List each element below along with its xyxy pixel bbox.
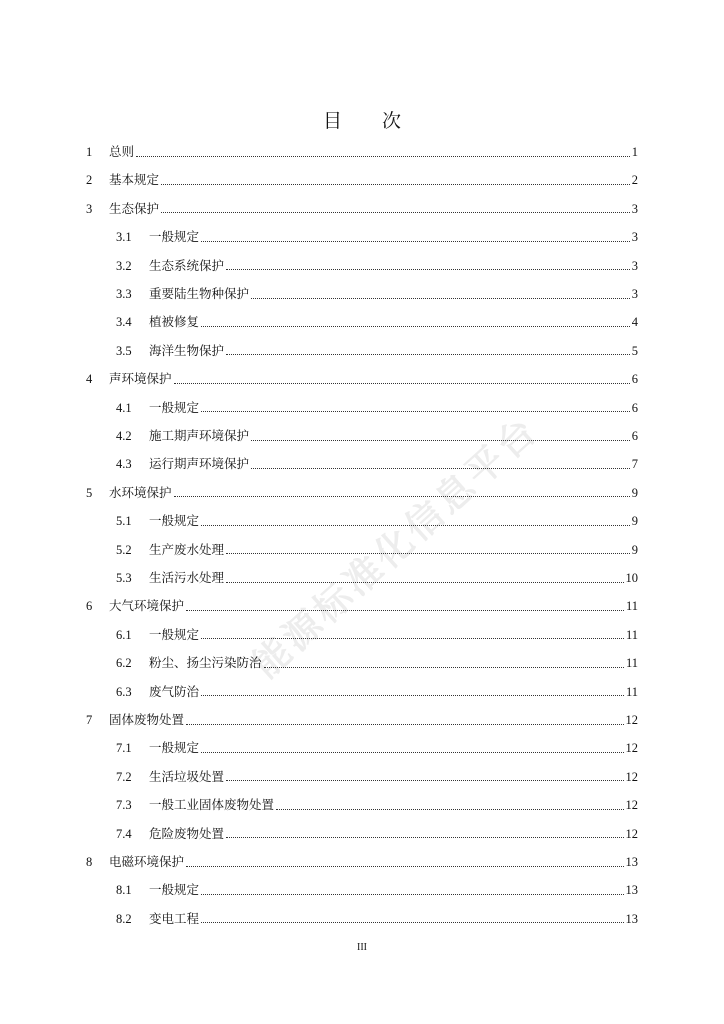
toc-entry-number: 5.3: [116, 571, 132, 585]
watermark-text: 能源标准化信息平台: [244, 407, 548, 687]
toc-entry-number: 6.3: [116, 684, 132, 699]
toc-leader-dots: [201, 695, 624, 696]
toc-entry[interactable]: [116, 308, 638, 336]
toc-entry-label: 生态系统保护: [149, 257, 225, 273]
toc-entry-page: 4: [631, 315, 638, 330]
toc-entry-label: 海洋生物保护: [149, 342, 225, 358]
toc-entry[interactable]: [116, 564, 638, 592]
toc-entry-number: 6.1: [116, 627, 132, 642]
toc-leader-dots: [136, 156, 630, 157]
toc-entry-page: 9: [631, 485, 638, 500]
toc-entry-label: 电磁环境保护: [109, 854, 185, 869]
toc-entry[interactable]: [116, 905, 638, 933]
toc-entry-number: 8.1: [116, 883, 132, 898]
toc-entry[interactable]: [86, 848, 638, 876]
toc-entry[interactable]: [86, 592, 638, 620]
toc-entry[interactable]: [116, 763, 638, 791]
toc-leader-dots: [251, 468, 630, 469]
toc-entry-page: 13: [625, 883, 638, 898]
toc-entry-label: 一般规定: [149, 513, 200, 529]
toc-entry-label: 运行期声环境保护: [149, 456, 250, 472]
toc-entry-page: 12: [625, 713, 638, 727]
toc-entry-label: 总则: [109, 144, 135, 159]
toc-entry[interactable]: [116, 678, 638, 706]
toc-entry[interactable]: [116, 536, 638, 564]
toc-entry-page: 13: [625, 911, 638, 926]
toc-entry-number: 8.2: [116, 911, 132, 926]
toc-entry-label: 大气环境保护: [109, 598, 185, 614]
toc-entry[interactable]: [116, 394, 638, 422]
toc-entry-label: 粉尘、扬尘污染防治: [149, 655, 262, 671]
toc-entry[interactable]: [116, 507, 638, 535]
toc-leader-dots: [161, 212, 630, 213]
toc-entry-label: 危险废物处置: [149, 825, 225, 841]
toc-entry-number: 3.1: [116, 230, 132, 245]
toc-leader-dots: [201, 922, 623, 923]
toc-entry-number: 7.2: [116, 769, 132, 784]
toc-entry-number: 5.2: [116, 542, 132, 557]
toc-entry-label: 声环境保护: [109, 371, 172, 387]
toc-entry-number: 3: [86, 201, 93, 216]
toc-entry-label: 一般工业固体废物处置: [149, 797, 275, 813]
toc-entry-number: 4: [86, 372, 93, 387]
toc-entry[interactable]: [116, 820, 638, 848]
toc-entry-number: 3.4: [116, 315, 132, 330]
toc-entry-label: 一般规定: [149, 626, 200, 642]
toc-entry-label: 重要陆生物种保护: [149, 286, 250, 301]
toc-entry-page: 11: [625, 656, 638, 671]
toc-entry-page: 9: [631, 542, 638, 557]
toc-entry-page: 5: [631, 343, 638, 358]
toc-entry[interactable]: [116, 450, 638, 478]
toc-entry[interactable]: [116, 621, 638, 649]
toc-entry[interactable]: [86, 706, 638, 734]
toc-entry-number: 4.1: [116, 400, 132, 415]
toc-entry[interactable]: [116, 734, 638, 762]
toc-entry-number: 7.4: [116, 826, 132, 841]
toc-entry-page: 2: [631, 173, 638, 188]
toc-entry-label: 一般规定: [149, 740, 200, 756]
toc-entry-page: 12: [625, 826, 638, 841]
toc-entry-label: 水环境保护: [109, 484, 172, 500]
toc-entry-number: 7.1: [116, 741, 132, 756]
toc-entry-page: 13: [625, 855, 638, 869]
toc-entry-label: 变电工程: [149, 910, 200, 926]
toc-entry-number: 6.2: [116, 656, 132, 671]
toc-entry-number: 5.1: [116, 514, 132, 529]
toc-entry[interactable]: [116, 252, 638, 280]
toc-entry-number: 4.3: [116, 457, 132, 472]
toc-entry-label: 施工期声环境保护: [149, 428, 250, 443]
toc-entry[interactable]: [86, 166, 638, 194]
toc-leader-dots: [201, 752, 623, 753]
toc-entry-label: 一般规定: [149, 229, 200, 245]
toc-entry-number: 8: [86, 855, 93, 869]
toc-leader-dots: [174, 383, 630, 384]
toc-entry-page: 10: [625, 571, 638, 585]
toc-leader-dots: [201, 894, 623, 895]
page-title: [0, 106, 724, 133]
toc-entry-page: 11: [625, 627, 638, 642]
toc-entry-label: 生活垃圾处置: [149, 768, 225, 784]
toc-entry[interactable]: [116, 223, 638, 251]
toc-entry-label: 基本规定: [109, 172, 160, 188]
toc-entry-number: 3.3: [116, 287, 132, 301]
toc-entry-number: 1: [86, 145, 93, 159]
toc-leader-dots: [174, 496, 630, 497]
toc-leader-dots: [201, 241, 630, 242]
toc-leader-dots: [264, 667, 624, 668]
toc-entry-page: 3: [631, 258, 638, 273]
toc-entry-page: 11: [625, 599, 638, 614]
toc-entry-label: 生活污水处理: [149, 570, 225, 585]
toc-entry-label: 生产废水处理: [149, 541, 225, 557]
toc-entry-page: 12: [625, 769, 638, 784]
toc-entry-label: 一般规定: [149, 882, 200, 898]
toc-entry-page: 1: [631, 145, 638, 159]
toc-leader-dots: [201, 638, 624, 639]
toc-entry-page: 6: [631, 372, 638, 387]
toc-entry-number: 3.2: [116, 258, 132, 273]
toc-leader-dots: [226, 837, 623, 838]
toc-entry[interactable]: [116, 876, 638, 904]
toc-entry[interactable]: [86, 365, 638, 393]
toc-entry-page: 3: [631, 201, 638, 216]
toc-entry-page: 7: [631, 457, 638, 472]
toc-leader-dots: [251, 298, 630, 299]
toc-leader-dots: [226, 354, 630, 355]
toc-entry-number: 5: [86, 485, 93, 500]
toc-entry-page: 12: [625, 741, 638, 756]
toc-entry-number: 7: [86, 713, 93, 727]
toc-entry[interactable]: [116, 791, 638, 819]
toc-entry[interactable]: [86, 138, 638, 166]
toc-entry-number: 4.2: [116, 429, 132, 443]
toc-entry[interactable]: [86, 479, 638, 507]
toc-entry[interactable]: [116, 280, 638, 308]
toc-entry[interactable]: [116, 649, 638, 677]
toc-entry[interactable]: [116, 337, 638, 365]
toc-leader-dots: [226, 269, 630, 270]
toc-entry-page: 6: [631, 400, 638, 415]
toc-entry[interactable]: [86, 195, 638, 223]
toc-entry-label: 固体废物处置: [109, 712, 185, 727]
toc-entry-page: 12: [625, 798, 638, 813]
toc-leader-dots: [201, 525, 630, 526]
toc-leader-dots: [186, 610, 624, 611]
toc-leader-dots: [201, 326, 630, 327]
toc-leader-dots: [201, 411, 630, 412]
toc-leader-dots: [226, 780, 623, 781]
title-char-right: 次: [382, 110, 402, 132]
toc-leader-dots: [161, 184, 630, 185]
toc-leader-dots: [276, 809, 623, 810]
toc-entry-number: 6: [86, 599, 93, 614]
toc-entry-page: 9: [631, 514, 638, 529]
toc-leader-dots: [251, 440, 630, 441]
toc-leader-dots: [186, 866, 623, 867]
toc-entry[interactable]: [116, 422, 638, 450]
toc-entry-label: 生态保护: [109, 200, 160, 216]
title-char-left: 目: [322, 110, 342, 132]
toc-entry-number: 2: [86, 173, 93, 188]
toc-entry-number: 3.5: [116, 343, 132, 358]
toc-entry-page: 3: [631, 230, 638, 245]
toc-leader-dots: [226, 553, 630, 554]
toc-entry-page: 11: [625, 684, 638, 699]
toc-entry-page: 6: [631, 429, 638, 443]
toc-entry-label: 植被修复: [149, 314, 200, 330]
toc-entry-page: 3: [631, 287, 638, 301]
toc-leader-dots: [226, 582, 623, 583]
toc-entry-label: 一般规定: [149, 399, 200, 415]
toc-entry-label: 废气防治: [149, 683, 200, 699]
toc-entry-number: 7.3: [116, 798, 132, 813]
toc-leader-dots: [186, 724, 623, 725]
page-number: III: [357, 942, 367, 953]
